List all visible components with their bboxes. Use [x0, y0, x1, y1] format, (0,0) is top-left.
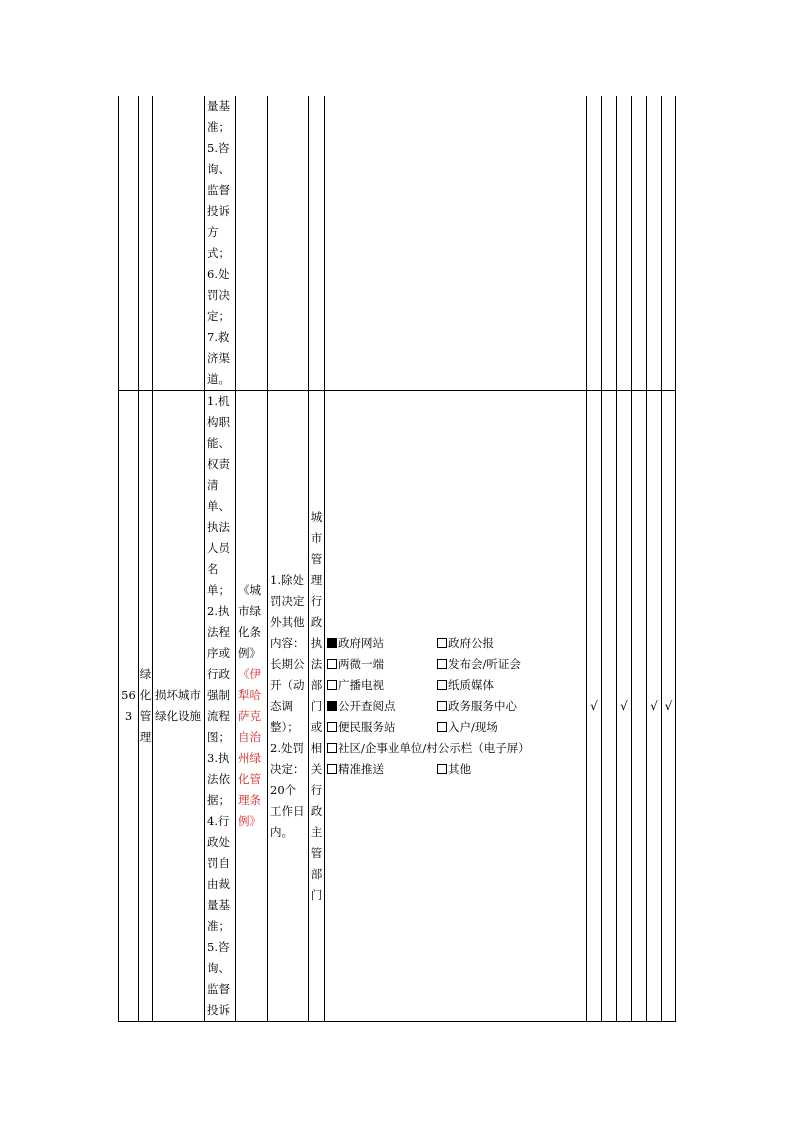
cell-basis — [236, 391, 268, 1022]
check-mark: √ — [650, 698, 658, 713]
cell-time-limit — [268, 391, 309, 1022]
cell-disclosure-content — [205, 391, 236, 1022]
disclosure-content-text: 量基准；5.咨询、监督投诉方式；6.处罚决定；7.救济渠道。 — [207, 99, 230, 386]
unchecked-box-icon — [327, 659, 337, 669]
channel-label: 两微一端 — [338, 656, 384, 671]
cell-subject — [309, 96, 325, 391]
cell-category — [139, 96, 153, 391]
record-disclosure-content: 1.机构职能、权责清单、执法人员名单；2.执法程序或行政强制流程图；3.执法依据；4.行政处罚自由裁量基准；5.咨询、监督投诉 — [207, 394, 230, 1017]
unchecked-box-icon — [437, 722, 447, 732]
channel-label: 其他 — [448, 761, 471, 776]
cell-mark — [587, 96, 602, 391]
unchecked-box-icon — [327, 722, 337, 732]
unchecked-box-icon — [437, 680, 447, 690]
cell-channels — [325, 391, 587, 1022]
record-category: 绿化管理 — [139, 667, 152, 744]
cell-mark — [587, 391, 602, 1022]
channel-label: 纸质媒体 — [448, 677, 494, 692]
channel-row — [325, 654, 586, 675]
channel-row — [325, 759, 586, 780]
basis-regulation: 《城市绿化条例》 — [238, 583, 261, 660]
channel-option — [327, 633, 437, 654]
cell-subject — [309, 391, 325, 1022]
channel-option — [327, 675, 437, 696]
channel-row — [325, 717, 586, 738]
channel-option — [327, 759, 437, 780]
unchecked-box-icon — [327, 680, 337, 690]
record-time-limit: 1.除处罚决定外其他内容：长期公开（动态调整）；2.处罚决定：20个工作日内。 — [270, 572, 305, 839]
cell-index — [119, 391, 139, 1022]
unchecked-box-icon — [437, 638, 447, 648]
unchecked-box-icon — [437, 764, 447, 774]
channel-option — [327, 738, 530, 759]
cell-mark — [602, 96, 617, 391]
cell-mark — [632, 96, 647, 391]
cell-disclosure-content — [205, 96, 236, 391]
cell-item — [153, 96, 205, 391]
basis-regulation: 《伊犁哈萨克自治州绿化管理条例》 — [238, 667, 261, 828]
cell-mark — [617, 391, 632, 1022]
unchecked-box-icon — [327, 764, 337, 774]
channel-label: 精准推送 — [338, 761, 384, 776]
channel-row — [325, 633, 586, 654]
check-mark: √ — [664, 698, 673, 713]
channel-list — [325, 633, 586, 780]
channel-option — [437, 654, 521, 675]
checked-box-icon — [327, 701, 337, 711]
cell-basis — [236, 96, 268, 391]
channel-label: 广播电视 — [338, 677, 384, 692]
channel-row — [325, 738, 586, 759]
cell-item — [153, 391, 205, 1022]
cell-time-limit — [268, 96, 309, 391]
record-index: 563 — [121, 688, 136, 723]
channel-label: 公开查阅点 — [338, 698, 396, 713]
channel-label: 发布会/听证会 — [448, 656, 521, 671]
checked-box-icon — [327, 638, 337, 648]
channel-label: 政府网站 — [338, 635, 384, 650]
cell-mark — [662, 391, 676, 1022]
cell-mark — [662, 96, 676, 391]
cell-mark — [617, 96, 632, 391]
cell-mark — [602, 391, 617, 1022]
cell-mark — [632, 391, 647, 1022]
cell-mark — [647, 96, 662, 391]
unchecked-box-icon — [437, 701, 447, 711]
channel-option — [437, 696, 517, 717]
channel-option — [327, 696, 437, 717]
check-mark: √ — [620, 698, 628, 713]
disclosure-table — [118, 96, 676, 1022]
channel-option — [437, 717, 498, 738]
channel-option — [437, 633, 494, 654]
record-item: 损坏城市绿化设施 — [155, 688, 201, 723]
table-row-563 — [119, 391, 676, 1022]
channel-option — [327, 717, 437, 738]
unchecked-box-icon — [327, 743, 337, 753]
channel-row — [325, 675, 586, 696]
channel-label: 入户/现场 — [448, 719, 498, 734]
check-mark: √ — [590, 698, 598, 713]
channel-label: 政务服务中心 — [448, 698, 517, 713]
channel-label: 社区/企事业单位/村公示栏（电子屏） — [338, 740, 530, 755]
cell-channels — [325, 96, 587, 391]
channel-option — [327, 654, 437, 675]
channel-row — [325, 696, 586, 717]
channel-option — [437, 675, 494, 696]
table-row-continuation — [119, 96, 676, 391]
cell-index — [119, 96, 139, 391]
channel-label: 政府公报 — [448, 635, 494, 650]
channel-option — [437, 759, 471, 780]
cell-category — [139, 391, 153, 1022]
unchecked-box-icon — [437, 659, 447, 669]
cell-mark — [647, 391, 662, 1022]
record-subject: 城市管理行政执法部门或相关行政主管部门 — [310, 509, 323, 902]
channel-label: 便民服务站 — [338, 719, 396, 734]
